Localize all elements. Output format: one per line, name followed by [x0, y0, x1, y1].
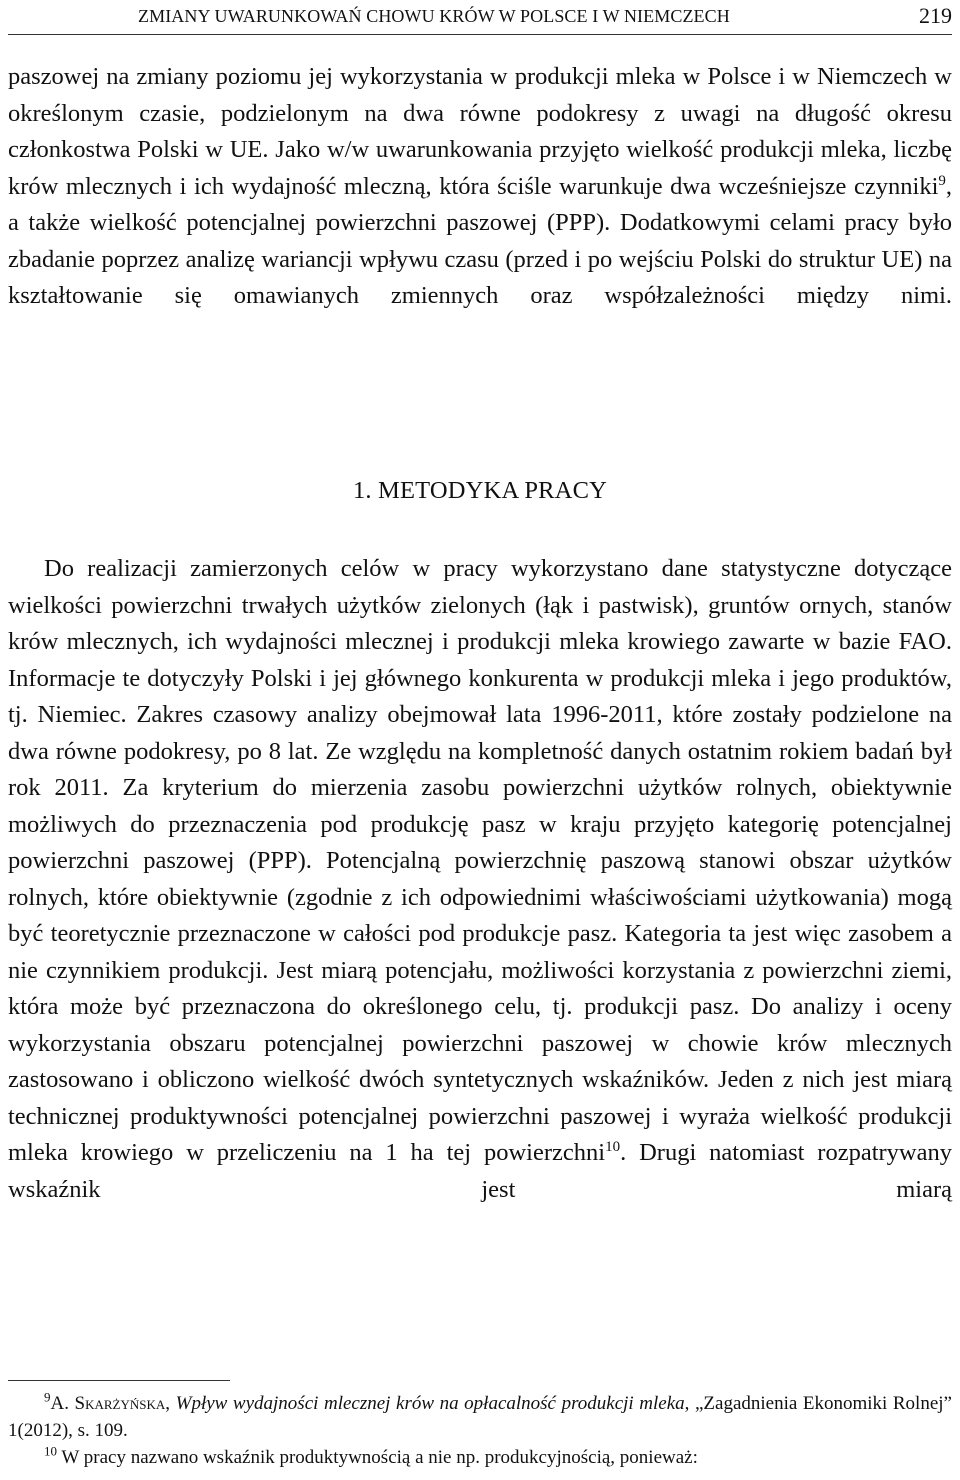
paragraph-text: . Drugi natomiast rozpatrywany wskaźnik jest miarą [8, 1139, 952, 1203]
paragraph-methodology [8, 551, 952, 1208]
footnote-author-initial: A. [50, 1393, 75, 1414]
paragraph-text: Do realizacji zamierzonych celów w pracy wykorzystano dane statystyczne dotyczące wielkości powierzchni trwałych użytków zielonych (łąk i pastwisk), gruntów ornych, stanów krów mlecznych, ich wydajności mlecznej i produkcji mleka krowiego zawarte w bazie FAO. Informacje te dotyczyły Polski i jej głównego konkurenta w produkcji mleka i jego produktów, tj. Niemiec. Zakres czasowy analizy obejmował lata 1996-2011, które zostały podzielone na dwa równe podokresy, po 8 lat. Ze względu na kompletność danych ostatnim rokiem badań był rok 2011. Za kryterium do mierzenia zasobu powierzchni użytków rolnych, obiektywnie możliwych do przeznaczenia pod produkcję pasz w kraju przyjęto kategorię potencjalnej powierzchni paszowej (PPP). Potencjalną powierzchnię paszową stanowi obszar użytków rolnych, które obiektywnie (zgodnie z ich odpowiednimi właściwościami użytkowania) mogą być teoretycznie przeznaczone w całości pod produkcje pasz. Kategoria ta jest więc zasobem a nie czynnikiem produkcji. Jest miarą potencjału, możliwości korzystania z powierzchni ziemi, która może być przeznaczona do określonego celu, tj. produkcji pasz. Do analizy i oceny wykorzystania obszaru potencjalnej powierzchni paszowej w chowie krów mlecznych zastosowano i obliczono wielkość dwóch syntetycznych wskaźników. Jeden z nich jest miarą technicznej produktywności potencjalnej powierzchni paszowej i wyraża wielkość produkcji mleka krowiego w przeliczeniu na 1 ha tej powierzchni [8, 555, 952, 1166]
footnote-source: , „Zagadnienia Ekonomiki Rolnej” 1(2012), s. 109. [8, 1393, 952, 1441]
footnotes [8, 1390, 952, 1471]
paragraph-text: paszowej na zmiany poziomu jej wykorzystania w produkcji mleka w Polsce i w Niemczech w określonym czasie, podzielonym na dwa równe podokresy z uwagi na długość okresu członkostwa Polski w UE. Jako w/w uwarunkowania przyjęto wielkość produkcji mleka, liczbę krów mlecznych i ich wydajność mleczną, która ściśle warunkuje dwa wcześniejsze czynniki [8, 63, 952, 200]
section-heading: 1. METODYKA PRACY [352, 477, 608, 504]
footnote-title: Wpływ wydajności mlecznej krów na opłacalność produkcji mleka [175, 1393, 685, 1414]
footnote-separator: , [165, 1393, 176, 1414]
footnote-author: Skarżyńska [74, 1393, 166, 1414]
footnote-ref-10: 10 [605, 1138, 621, 1155]
running-head: ZMIANY UWARUNKOWAŃ CHOWU KRÓW W POLSCE I W NIEMCZECH [138, 6, 730, 26]
paragraph-text: , a także wielkość potencjalnej powierzchni paszowej (PPP). Dodatkowymi celami pracy było zbadanie poprzez analizę wariancji wpływu czasu (przed i po wejściu Polski do struktur UE) na kształtowanie się omawianych zmiennych oraz współzależności między nimi. [8, 172, 952, 309]
footnote-9 [8, 1390, 952, 1444]
footnote-number: 9 [44, 1389, 51, 1405]
page-header [8, 4, 952, 35]
footnote-number: 10 [44, 1443, 57, 1459]
footnote-10 [8, 1444, 952, 1471]
page-number: 219 [919, 3, 952, 28]
footnote-text: W pracy nazwano wskaźnik produktywnością a nie np. produkcyjnością, ponieważ: [57, 1447, 698, 1468]
paragraph-intro-continued [8, 59, 952, 315]
footnote-ref-9: 9 [938, 172, 946, 189]
footnote-divider [8, 1380, 230, 1381]
